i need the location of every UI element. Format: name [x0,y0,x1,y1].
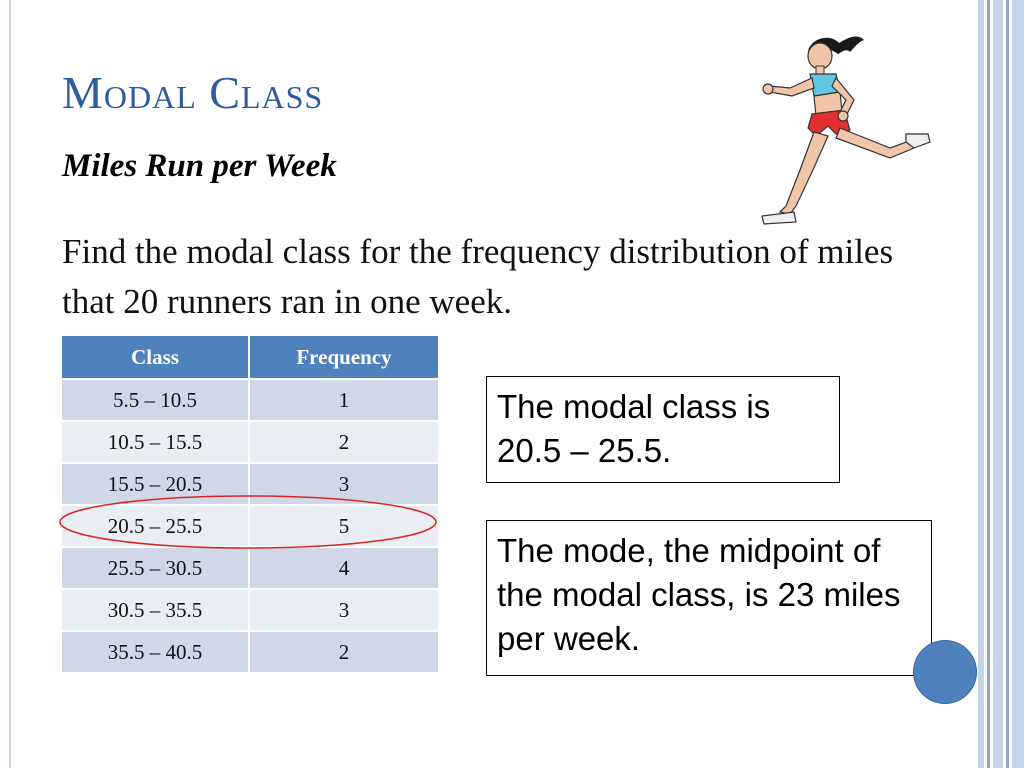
table-row [61,547,439,589]
column-header-frequency: Frequency [249,335,439,379]
slide-body-text: Find the modal class for the frequency distribution of miles that 20 runners ran in one week. [62,232,894,321]
table-row [61,379,439,421]
runner-clipart-icon [750,30,940,235]
accent-circle [913,640,977,704]
table-row [61,421,439,463]
class-cell: 5.5 – 10.5 [61,379,249,421]
table-row [61,589,439,631]
frequency-cell: 1 [249,379,439,421]
column-header-class: Class [61,335,249,379]
class-cell: 15.5 – 20.5 [61,463,249,505]
class-cell: 35.5 – 40.5 [61,631,249,673]
class-cell: 20.5 – 25.5 [61,505,249,547]
frequency-cell: 2 [249,631,439,673]
frequency-cell: 4 [249,547,439,589]
slide-border-stripes [978,0,1024,768]
mode-callout: The mode, the midpoint of the modal class, is 23 miles per week. [486,520,932,676]
slide-left-rule [9,0,11,768]
class-cell: 30.5 – 35.5 [61,589,249,631]
slide-subtitle: Miles Run per Week [62,148,337,184]
frequency-cell: 3 [249,463,439,505]
table-header-row [61,335,439,379]
modal-class-callout: The modal class is 20.5 – 25.5. [486,376,840,483]
frequency-cell: 2 [249,421,439,463]
slide-title: Modal Class [62,67,324,118]
frequency-cell: 5 [249,505,439,547]
class-cell: 10.5 – 15.5 [61,421,249,463]
table-row [61,631,439,673]
modal-class-highlight-ellipse [57,492,439,552]
class-cell: 25.5 – 30.5 [61,547,249,589]
frequency-cell: 3 [249,589,439,631]
